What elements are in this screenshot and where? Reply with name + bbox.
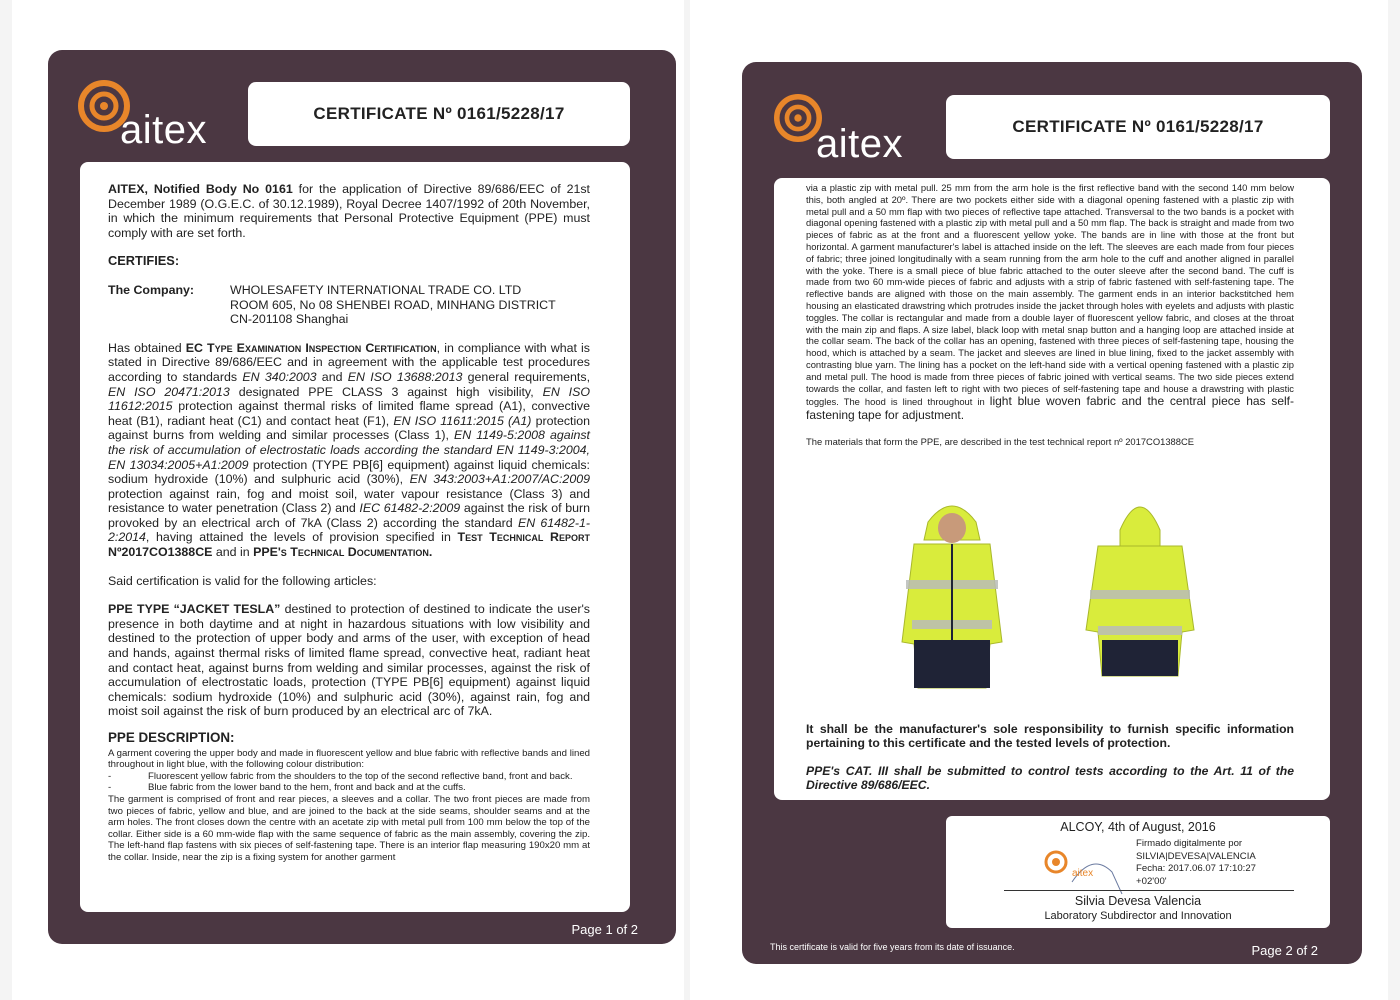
obtained-text: Has obtained — [108, 340, 186, 355]
category-note: PPE's CAT. III shall be submitted to control tests according to the Art. 11 of the Directive 89/686/EEC. — [806, 764, 1294, 792]
obtained-text: protection against thermal risks of limited flame spread (A1), convective heat (B1), radiant heat (C1) and contact heat (F1), — [108, 399, 590, 428]
validity-note: This certificate is valid for five years from its date of issuance. — [770, 942, 1015, 952]
standard-ref: EN ISO 13688:2013 — [347, 369, 463, 384]
company-line: ROOM 605, No 08 SHENBEI ROAD, MINHANG DISTRICT — [230, 297, 556, 312]
obtained-text: protection against rain, fog and moist soil, water vapour resistance (Class 3) and resistance to water penetration (Class 2) and — [108, 486, 590, 516]
obtained-text: protection against burns from welding and similar processes (Class 1), — [108, 413, 591, 443]
standard-ref: EN ISO 11611:2015 (A1) — [393, 413, 532, 428]
obtained-text: and in — [212, 545, 254, 560]
description-list — [108, 771, 590, 794]
certificate-title: CERTIFICATE Nº 0161/5228/17 — [1012, 117, 1264, 136]
report-number: Nº2017CO1388CE — [108, 545, 213, 560]
standard-ref: IEC 61482-2:2009 — [359, 501, 461, 516]
obtained-text: general requirements, — [462, 369, 591, 384]
description-heading: PPE DESCRIPTION: — [108, 730, 235, 745]
digital-line: Fecha: 2017.06.07 17:10:27 — [1136, 863, 1257, 875]
page-number: Page 2 of 2 — [1251, 943, 1318, 958]
digital-line: SILVIA|DEVESA|VALENCIA — [1136, 850, 1256, 862]
description-item: - Fluorescent yellow fabric from the shoulders to the top of the second reflective band, front and back. — [108, 770, 573, 782]
signature-line — [1004, 890, 1294, 891]
obtained-text: , having attained the levels of provision specified in — [145, 530, 458, 545]
intro-rest: for the application of Directive 89/686/EEC of 21st December 1989 (O.G.E.C. of 30.12.1989), Royal Decree 1407/1992 of 20th November, in which the minimum requirements that Personal Protective Equipment (PPE) must comply with are set forth. — [108, 182, 590, 240]
page-1-sheet — [12, 0, 684, 1000]
obtained-text: and — [316, 369, 348, 384]
jacket-back-image — [1078, 490, 1202, 686]
description-more: The garment is comprised of front and rear pieces, a sleeves and a collar. The two front pieces are made from two pieces of fabric, yellow and blue, and are joined to the back at the side seams, shoulder seams and at the arm holes. The front closes down the centre with an acetate zip with metal pull from 100 mm below the top of the collar. Either side is a 60 mm-wide flap with the same sequence of fabric as the main assembly, covering the zip. The left-hand flap fastens with six pieces of self-fastening tape. There is an interior flap measuring 190x20 mm at the collar. Inside, near the zip is a fixing system for another garment — [108, 793, 590, 863]
aitex-stamp-icon — [1042, 842, 1128, 902]
certificate-title: CERTIFICATE Nº 0161/5228/17 — [313, 104, 565, 123]
logo-wordmark: aitex — [816, 122, 903, 166]
certificate-title-box — [946, 95, 1330, 159]
standard-ref: EN ISO 11612:2015 — [108, 384, 591, 414]
description-intro: A garment covering the upper body and made in fluorescent yellow and blue fabric with reflective bands and lined throughout in light blue, with the following colour distribution: — [108, 747, 590, 771]
standard-ref: EN ISO 20471:2013 — [108, 384, 230, 399]
continued-text: via a plastic zip with metal pull. 25 mm from the arm hole is the first reflective band with the second 140 mm below this, both angled at 20º. There are two pockets either side with a diagonal opening fastened with a plastic zip with metal pull and a 50 mm flap with two pieces of reflective tape attached. Transversal to the two bands is a pocket with diagonal opening fastened with a plastic zip with metal pull and a 50 mm flap. The back is straight and made from two pieces of fabric as at the front and a fluorescent yellow yoke. The bands are in line with those at the front but horizontal. A garment manufacturer's label is attached inside on the left. The sleeves are each made from four pieces of fabric; three joined longitudinally with a seam running from the arm hole to the cuff and another aligned in parallel with the yoke. There is a small piece of blue fabric attached to the outer sleeve after the second band. The cuff is made from two 60 mm-wide pieces of fabric and adjusts with a strip of fabric fastened with self-fastening tape. The reflective bands are aligned with those on the main assembly. The garment ends in an interior backstitched hem housing an elasticated drawstring which protrudes inside the jacket through holes with eyelets and adjusts with plastic toggles. The collar is rectangular and made from a double layer of fluorescent yellow fabric, and closes at the throat with the main zip and flaps. A size label, black loop with metal snap button and a hanging loop are attached inside at the collar seam. The back of the collar has an opening, fastened with three pieces of self-fastening tape, housing the hood, which is attached by a seam. The jacket and sleeves are lined in blue lining, fixed to the jacket assembly with contrasting blue yarn. The lining has a pocket on the left-hand side with a vertical opening fastened with a plastic zip and metal pull. The hood is made from three pieces of fabric joined with vertical seams. The two side pieces extend towards the collar, and fasten left to right with two pieces of self-fastening tape and house a drawstring with plastic toggles. The hood is lined throughout in — [806, 182, 1294, 408]
certificate-title-box — [248, 82, 630, 146]
signer-role: Laboratory Subdirector and Innovation — [1044, 910, 1232, 922]
obtained-bold: Test Technical Report — [457, 530, 590, 545]
aitex-logo — [76, 78, 226, 158]
standard-ref: EN 1149-5:2008 against the risk of accumulation of electrostatic loads according the standard EN 1149-3:2004, EN 13034:2005+A1:2009 — [108, 428, 590, 472]
company-address — [230, 283, 556, 327]
obtained-text: designated PPE CLASS 3 against high visibility, — [229, 384, 543, 399]
page-number: Page 1 of 2 — [571, 922, 638, 937]
intro-lead: AITEX, Notified Body No 0161 — [108, 182, 293, 196]
digital-line: +02'00' — [1136, 875, 1167, 887]
materials-note: The materials that form the PPE, are described in the test technical report nº 2017CO1388CE — [806, 436, 1195, 448]
svg-text:aitex: aitex — [1072, 868, 1094, 879]
description-item-text: Fluorescent yellow fabric from the shoulders to the top of the second reflective band, front and back. — [148, 770, 573, 782]
logo-wordmark: aitex — [120, 108, 207, 152]
valid-for-text: Said certification is valid for the following articles: — [108, 573, 377, 588]
digital-line: Firmado digitalmente por — [1136, 838, 1243, 849]
certifies-heading: CERTIFIES: — [108, 253, 180, 269]
obtained-bold: EC Type Examination Inspection Certification — [185, 340, 437, 355]
description-item: - Blue fabric from the lower band to the hem, front and back and at the cuffs. — [108, 782, 466, 794]
description-item-text: Blue fabric from the lower band to the hem, front and back and at the cuffs. — [148, 782, 466, 794]
signer-name: Silvia Devesa Valencia — [1074, 894, 1202, 908]
page-2-content — [774, 178, 1330, 800]
page-2-frame — [742, 62, 1362, 964]
company-line: WHOLESAFETY INTERNATIONAL TRADE CO. LTD — [230, 282, 522, 297]
aitex-logo — [772, 92, 922, 172]
page-2-sheet — [690, 0, 1388, 1000]
obtained-text: against the risk of burn provoked by an electrical arch of 7kA (Class 2) according the standard — [108, 501, 591, 530]
page-1-content — [80, 162, 630, 912]
article-name: PPE TYPE “JACKET TESLA” — [108, 602, 281, 617]
obtained-text: protection (TYPE PB[6] equipment) against liquid chemicals: sodium hydroxide (10%) and sulphuric acid (30%), — [108, 457, 590, 487]
standard-ref: EN 61482-1-2:2014 — [108, 515, 590, 545]
article-paragraph — [108, 602, 590, 719]
article-rest: destined to protection of destined to indicate the user's presence in both daytime and at night in hazardous situations with low visibility and destined to the protection of upper body and arms of the user, with exception of head and hands, against thermal risks of limited flame spread, convective heat, radiant heat and contact heat, against burns from welding and similar processes, against the risk of accumulation of electrostatic loads, protection (TYPE PB[6] equipment) against liquid chemicals: sodium hydroxide (10%) and sulphuric acid (30%), against rain, fog and moist soil against the risk of burn produced by an electrical arc of 7kA. — [108, 602, 590, 719]
obtained-paragraph — [108, 341, 590, 560]
company-line: CN-201108 Shanghai — [230, 312, 349, 327]
signature-box — [946, 816, 1330, 928]
jacket-front-image — [892, 492, 1012, 698]
page-1-frame — [48, 50, 676, 944]
aitex-swirl-icon — [774, 94, 822, 142]
obtained-bold: PPE's Technical Documentation. — [253, 545, 433, 560]
continued-tail: light blue woven fabric and the central piece has self-fastening tape for adjustment. — [806, 394, 1294, 423]
description-continued — [806, 182, 1294, 422]
place-date: ALCOY, 4th of August, 2016 — [1060, 820, 1216, 834]
company-label: The Company: — [108, 282, 195, 297]
obtained-text: , in compliance with what is stated in Directive 89/686/EEC and in agreement with the applicable test procedures according to standards — [108, 340, 590, 384]
responsibility-note: It shall be the manufacturer's sole responsibility to furnish specific information pertaining to this certificate and the tested levels of protection. — [806, 722, 1294, 750]
standard-ref: EN 343:2003+A1:2007/AC:2009 — [409, 472, 590, 487]
standard-ref: EN 340:2003 — [242, 369, 317, 384]
intro-paragraph — [108, 182, 590, 240]
company-block — [108, 283, 590, 327]
digital-signature — [1136, 838, 1256, 888]
